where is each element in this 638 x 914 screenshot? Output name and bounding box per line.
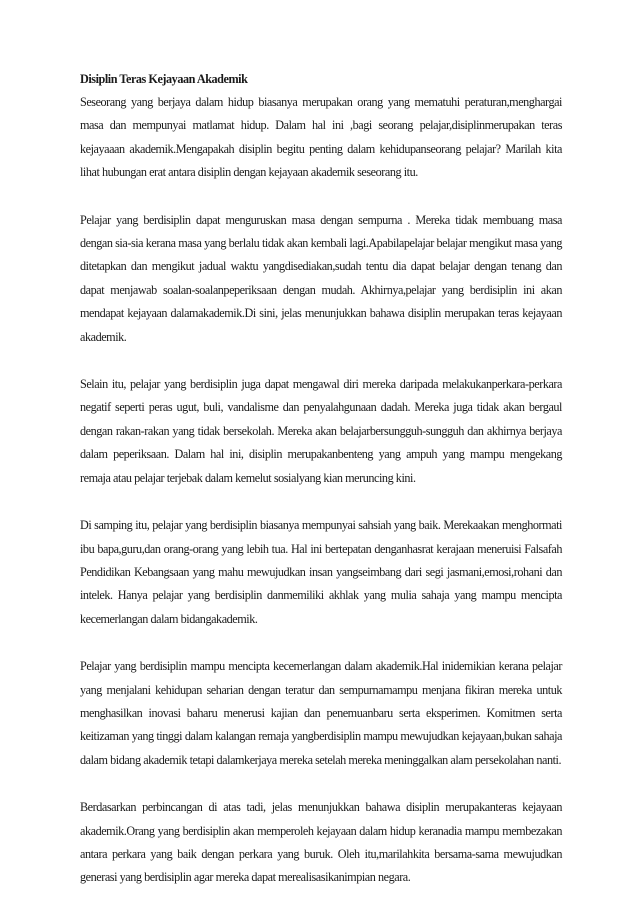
paragraph-time-management: Pelajar yang berdisiplin dapat menguruskan masa dengan sempurna . Mereka tidak membuang masa dengan sia-sia kerana masa yang berlalu tidak akan kembali lagi.Apabilapelajar belajar mengikut masa yang ditetapkan dan mengikut jadual waktu yangdisediakan,sudah tentu dia dapat belajar dengan tenang dan dapat menjawab soalan-soalanpeperiksaan dengan mudah. Akhirnya,pelajar yang berdisiplin ini akan mendapat kejayaan dalamakademik.Di sini, jelas menunjukkan bahawa disiplin merupakan teras kejayaan akademik. [80, 212, 562, 344]
paragraph-introduction: Seseorang yang berjaya dalam hidup biasanya merupakan orang yang mematuhi peraturan,menghargai masa dan mempunyai matlamat hidup. Dalam hal ini ,bagi seorang pelajar,disiplinmerupakan teras kejayaaan akademik.Mengapakah disiplin begitu penting dalam kehidupanseorang pelajar? Marilah kita lihat hubungan erat antara disiplin dengan kejayaan akademik seseorang itu. [80, 95, 562, 180]
paragraph-good-character: Di samping itu, pelajar yang berdisiplin biasanya mempunyai sahsiah yang baik. Merekaakan menghormati ibu bapa,guru,dan orang-orang yang lebih tua. Hal ini bertepatan denganhasrat kerajaan meneruisi Falsafah Pendidikan Kebangsaan yang mahu mewujudkan insan yangseimbang dari segi jasmani,emosi,rohani dan intelek. Hanya pelajar yang berdisiplin danmemiliki akhlak yang mulia sahaja yang mampu mencipta kecemerlangan dalam bidangakademik. [80, 518, 562, 626]
document-page [80, 68, 562, 914]
paragraph-self-control: Selain itu, pelajar yang berdisiplin juga dapat mengawal diri mereka daripada melakukanperkara-perkara negatif seperti peras ugut, buli, vandalisme dan penyalahgunaan dadah. Mereka juga tidak akan bergaul dengan rakan-rakan yang tidak bersekolah. Mereka akan belajarbersungguh-sungguh dan akhirnya berjaya dalam peperiksaan. Dalam hal ini, disiplin merupakanbenteng yang ampuh yang mampu mengekang remaja atau pelajar terjebak dalam kemelut sosialyang kian meruncing kini. [80, 377, 562, 485]
document-title: Disiplin Teras Kejayaan Akademik [80, 72, 248, 86]
paragraph-excellence: Pelajar yang berdisiplin mampu mencipta kecemerlangan dalam akademik.Hal inidemikian kerana pelajar yang menjalani kehidupan seharian dengan teratur dan sempurnamampu menjana fikiran mereka untuk menghasilkan inovasi baharu menerusi kajian dan penemuanbaru serta eksperimen. Komitmen serta keitizaman yang tinggi dalam kalangan remaja yangberdisiplin mampu mewujudkan kejayaan,bukan sahaja dalam bidang akademik tetapi dalamkerjaya mereka setelah mereka meninggalkan alam persekolahan nanti. [80, 659, 562, 767]
paragraph-conclusion: Berdasarkan perbincangan di atas tadi, jelas menunjukkan bahawa disiplin merupakanteras kejayaan akademik.Orang yang berdisiplin akan memperoleh kejayaan dalam hidup keranadia mampu membezakan antara perkara yang baik dengan perkara yang buruk. Oleh itu,marilahkita bersama-sama mewujudkan generasi yang berdisiplin agar mereka dapat merealisasikanimpian negara. [80, 800, 562, 885]
